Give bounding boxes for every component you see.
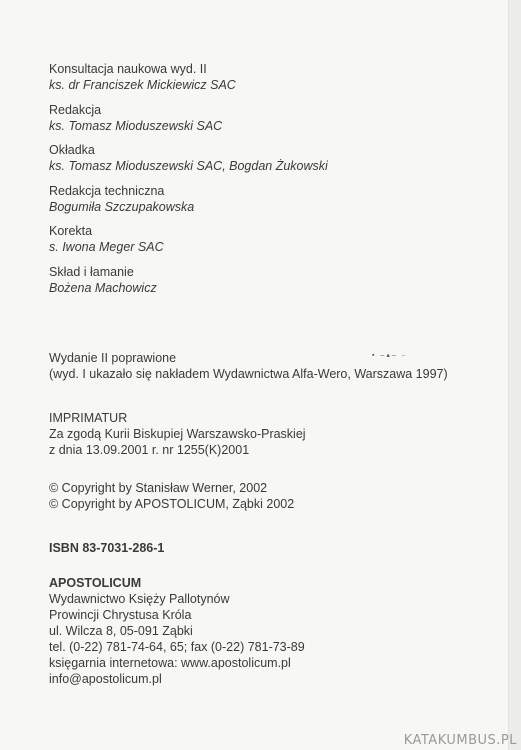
credit-name: ks. Tomasz Mioduszewski SAC, Bogdan Żukowski — [49, 159, 328, 173]
credit-role: Korekta — [49, 224, 93, 238]
credit-name: s. Iwona Meger SAC — [49, 240, 164, 254]
publisher-line: księgarnia internetowa: www.apostolicum.pl — [49, 656, 291, 670]
copyright-line: © Copyright by Stanisław Werner, 2002 — [49, 481, 268, 495]
credit-name: ks. dr Franciszek Mickiewicz SAC — [49, 78, 236, 92]
publisher-line: Prowincji Chrystusa Króla — [49, 608, 192, 622]
publisher-name: APOSTOLICUM — [49, 576, 142, 590]
credit-name: Bogumiła Szczupakowska — [49, 200, 195, 214]
credit-role: Redakcja techniczna — [49, 184, 165, 198]
publisher-line: Wydawnictwo Księży Pallotynów — [49, 592, 230, 606]
credit-role: Konsultacja naukowa wyd. II — [49, 62, 207, 76]
credit-role: Redakcja — [49, 103, 102, 117]
scan-specks: ▪ ‒▴‒ ₋ — [372, 352, 408, 359]
credit-name: ks. Tomasz Mioduszewski SAC — [49, 119, 223, 133]
credit-name: Bożena Machowicz — [49, 281, 157, 295]
publisher-line: tel. (0-22) 781-74-64, 65; fax (0-22) 781-73-89 — [49, 640, 305, 654]
page-edge — [508, 0, 521, 750]
imprimatur-title: IMPRIMATUR — [49, 411, 128, 425]
imprimatur-line: z dnia 13.09.2001 r. nr 1255(K)2001 — [49, 443, 250, 457]
credit-role: Skład i łamanie — [49, 265, 134, 279]
publisher-line: info@apostolicum.pl — [49, 672, 162, 686]
credit-role: Okładka — [49, 143, 95, 157]
isbn: ISBN 83-7031-286-1 — [49, 541, 165, 555]
publisher-line: ul. Wilcza 8, 05-091 Ząbki — [49, 624, 193, 638]
watermark: KATAKUMBUS.PL — [403, 733, 517, 748]
edition-note: (wyd. I ukazało się nakładem Wydawnictwa Alfa-Wero, Warszawa 1997) — [49, 367, 448, 381]
edition-line: Wydanie II poprawione — [49, 351, 177, 365]
imprimatur-line: Za zgodą Kurii Biskupiej Warszawsko-Praskiej — [49, 427, 306, 441]
copyright-line: © Copyright by APOSTOLICUM, Ząbki 2002 — [49, 497, 295, 511]
